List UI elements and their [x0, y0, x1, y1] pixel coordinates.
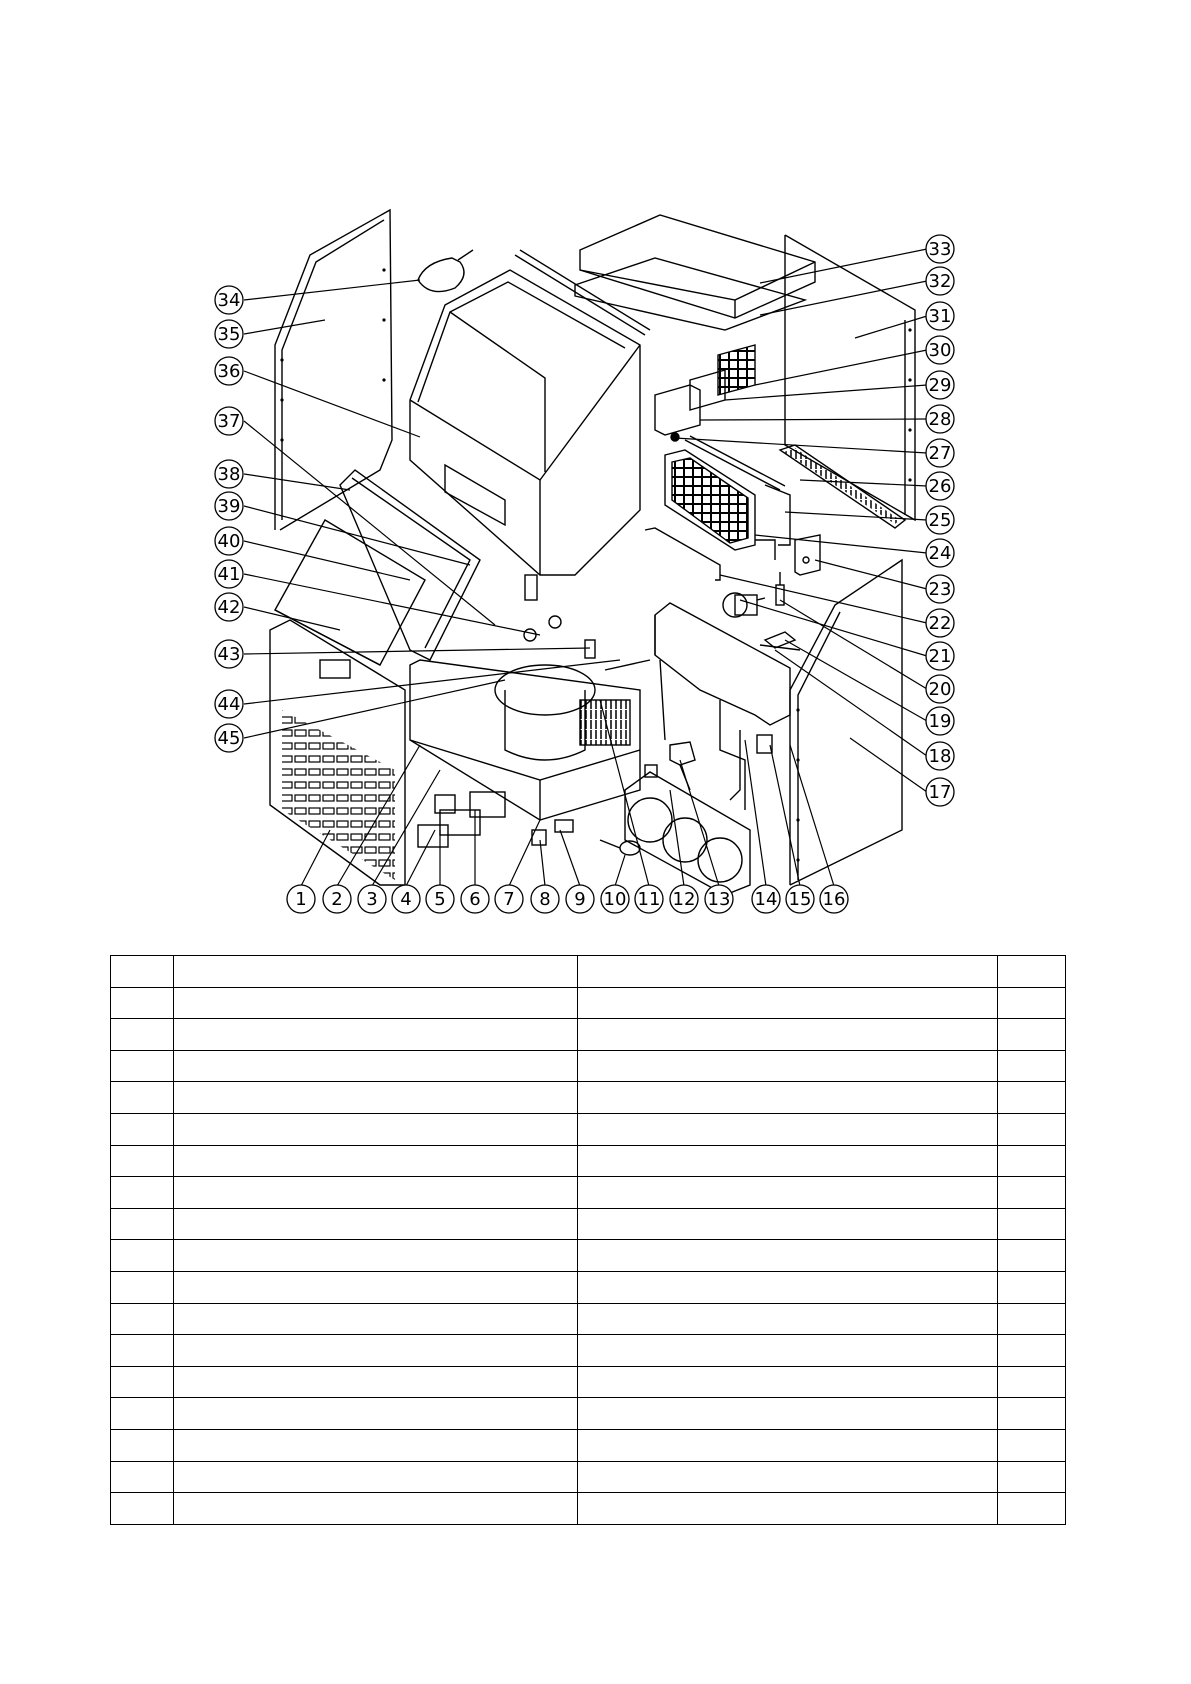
- callout-label: 4: [400, 889, 412, 910]
- rear-panel: [785, 235, 915, 520]
- table-row: [111, 1019, 1066, 1051]
- callout-label: 13: [707, 889, 731, 910]
- table-cell: [174, 1177, 578, 1209]
- table-cell: [578, 1082, 998, 1114]
- callout-label: 36: [217, 361, 241, 382]
- table-cell: [578, 1461, 998, 1493]
- callout-43: [215, 640, 243, 668]
- callout-label: 6: [469, 889, 481, 910]
- table-row: [111, 1493, 1066, 1525]
- callout-label: 41: [217, 564, 241, 585]
- callout-4: [392, 885, 420, 913]
- callout-26: [926, 472, 954, 500]
- callout-label: 3: [366, 889, 378, 910]
- table-cell: [998, 1429, 1066, 1461]
- table-cell: [578, 1493, 998, 1525]
- door-frame: [340, 470, 480, 660]
- callout-16: [820, 885, 848, 913]
- bracket: [755, 485, 790, 560]
- table-cell: [174, 1082, 578, 1114]
- callout-label: 19: [928, 711, 952, 732]
- callout-44: [215, 690, 243, 718]
- callout-label: 28: [928, 409, 952, 430]
- table-cell: [111, 1398, 174, 1430]
- callout-label: 9: [574, 889, 586, 910]
- table-cell: [998, 1366, 1066, 1398]
- callout-7: [495, 885, 523, 913]
- table-cell: [111, 1461, 174, 1493]
- callout-42: [215, 593, 243, 621]
- table-cell: [174, 1240, 578, 1272]
- callout-1: [287, 885, 315, 913]
- callout-label: 30: [928, 340, 952, 361]
- callout-39: [215, 492, 243, 520]
- table-cell: [998, 956, 1066, 988]
- callout-label: 42: [217, 597, 241, 618]
- callout-21: [926, 642, 954, 670]
- table-cell: [998, 1303, 1066, 1335]
- table-row: [111, 1271, 1066, 1303]
- callout-20: [926, 675, 954, 703]
- table-cell: [578, 1303, 998, 1335]
- callout-13: [705, 885, 733, 913]
- table-cell: [174, 1335, 578, 1367]
- callout-37: [215, 407, 243, 435]
- front-door: [275, 520, 425, 665]
- callout-28: [926, 405, 954, 433]
- callout-label: 27: [928, 443, 952, 464]
- trough-bracket: [645, 528, 720, 580]
- control-box: [655, 345, 755, 441]
- table-row: [111, 1429, 1066, 1461]
- table-row: [111, 1145, 1066, 1177]
- table-cell: [578, 1366, 998, 1398]
- callout-18: [926, 742, 954, 770]
- callout-label: 8: [539, 889, 551, 910]
- table-cell: [998, 1177, 1066, 1209]
- table-row: [111, 1366, 1066, 1398]
- table-cell: [174, 1493, 578, 1525]
- callout-10: [601, 885, 629, 913]
- table-cell: [998, 1240, 1066, 1272]
- table-cell: [111, 1113, 174, 1145]
- callout-30: [926, 336, 954, 364]
- condenser-fan: [625, 772, 750, 895]
- callout-label: 39: [217, 496, 241, 517]
- callout-label: 11: [637, 889, 661, 910]
- callout-label: 20: [928, 679, 952, 700]
- left-side-panel: [275, 210, 392, 530]
- callout-label: 5: [434, 889, 446, 910]
- table-cell: [578, 1050, 998, 1082]
- callout-label: 35: [217, 324, 241, 345]
- table-cell: [111, 1240, 174, 1272]
- callout-label: 34: [217, 290, 241, 311]
- callout-27: [926, 439, 954, 467]
- pipes: [720, 700, 772, 810]
- callout-label: 29: [928, 375, 952, 396]
- parts-list-table: [110, 955, 1066, 1525]
- callout-36: [215, 357, 243, 385]
- callout-35: [215, 320, 243, 348]
- callout-label: 31: [928, 306, 952, 327]
- callout-40: [215, 527, 243, 555]
- callout-label: 12: [672, 889, 696, 910]
- callout-label: 21: [928, 646, 952, 667]
- evaporator: [665, 436, 785, 550]
- table-cell: [578, 1113, 998, 1145]
- callout-label: 14: [754, 889, 778, 910]
- table-cell: [998, 1208, 1066, 1240]
- callout-6: [461, 885, 489, 913]
- table-cell: [111, 1493, 174, 1525]
- callout-label: 26: [928, 476, 952, 497]
- table-cell: [111, 1050, 174, 1082]
- callout-24: [926, 539, 954, 567]
- table-row: [111, 956, 1066, 988]
- table-cell: [174, 1208, 578, 1240]
- table-cell: [174, 1019, 578, 1051]
- table-cell: [998, 1271, 1066, 1303]
- callout-33: [926, 235, 954, 263]
- callout-label: 10: [603, 889, 627, 910]
- table-row: [111, 1335, 1066, 1367]
- water-trough: [655, 603, 790, 725]
- callout-2: [323, 885, 351, 913]
- table-row: [111, 987, 1066, 1019]
- table-cell: [998, 1019, 1066, 1051]
- table-cell: [578, 1240, 998, 1272]
- callout-label: 15: [788, 889, 812, 910]
- table-cell: [111, 956, 174, 988]
- table-cell: [174, 1050, 578, 1082]
- callout-45: [215, 724, 243, 752]
- callout-32: [926, 267, 954, 295]
- ice-scoop: [418, 250, 473, 292]
- table-row: [111, 1398, 1066, 1430]
- table-row: [111, 1113, 1066, 1145]
- callout-17: [926, 778, 954, 806]
- callout-9: [566, 885, 594, 913]
- float-switch: [760, 632, 800, 650]
- callout-14: [752, 885, 780, 913]
- table-row: [111, 1240, 1066, 1272]
- table-cell: [998, 1050, 1066, 1082]
- callout-label: 16: [822, 889, 846, 910]
- table-row: [111, 1208, 1066, 1240]
- table-cell: [578, 1177, 998, 1209]
- callout-label: 37: [217, 411, 241, 432]
- top-cover: [575, 215, 815, 330]
- callout-label: 44: [217, 694, 241, 715]
- callout-label: 33: [928, 239, 952, 260]
- callout-3: [358, 885, 386, 913]
- table-cell: [998, 1398, 1066, 1430]
- table-cell: [578, 1429, 998, 1461]
- callout-31: [926, 302, 954, 330]
- callout-38: [215, 460, 243, 488]
- table-cell: [111, 1082, 174, 1114]
- table-row: [111, 1082, 1066, 1114]
- callout-label: 17: [928, 782, 952, 803]
- table-cell: [578, 1019, 998, 1051]
- table-row: [111, 1461, 1066, 1493]
- table-cell: [111, 1019, 174, 1051]
- callout-15: [786, 885, 814, 913]
- table-cell: [578, 987, 998, 1019]
- callout-label: 25: [928, 510, 952, 531]
- table-cell: [998, 1082, 1066, 1114]
- callout-5: [426, 885, 454, 913]
- table-cell: [111, 1303, 174, 1335]
- table-cell: [578, 1271, 998, 1303]
- callout-label: 43: [217, 644, 241, 665]
- table-cell: [111, 1208, 174, 1240]
- callout-label: 45: [217, 728, 241, 749]
- base-frame: [410, 660, 640, 820]
- callout-29: [926, 371, 954, 399]
- table-cell: [111, 1145, 174, 1177]
- table-cell: [111, 1271, 174, 1303]
- callout-19: [926, 707, 954, 735]
- callout-label: 32: [928, 271, 952, 292]
- callout-label: 18: [928, 746, 952, 767]
- table-cell: [578, 1208, 998, 1240]
- table-cell: [174, 1461, 578, 1493]
- table-row: [111, 1177, 1066, 1209]
- callout-label: 1: [295, 889, 307, 910]
- table-cell: [998, 1335, 1066, 1367]
- right-side-panel: [790, 560, 902, 885]
- callout-23: [926, 575, 954, 603]
- callout-34: [215, 286, 243, 314]
- callout-label: 24: [928, 543, 952, 564]
- callout-41: [215, 560, 243, 588]
- callout-25: [926, 506, 954, 534]
- table-cell: [174, 1145, 578, 1177]
- table-cell: [174, 1303, 578, 1335]
- table-cell: [174, 987, 578, 1019]
- table-cell: [111, 987, 174, 1019]
- table-cell: [578, 1335, 998, 1367]
- callout-22: [926, 609, 954, 637]
- callout-label: 2: [331, 889, 343, 910]
- table-cell: [111, 1335, 174, 1367]
- table-cell: [998, 987, 1066, 1019]
- table-cell: [998, 1113, 1066, 1145]
- table-cell: [174, 1429, 578, 1461]
- machine-drawing: [270, 210, 915, 895]
- table-cell: [998, 1145, 1066, 1177]
- table-cell: [174, 1366, 578, 1398]
- table-cell: [578, 1398, 998, 1430]
- table-cell: [174, 956, 578, 988]
- table-cell: [111, 1177, 174, 1209]
- table-cell: [174, 1113, 578, 1145]
- table-cell: [111, 1429, 174, 1461]
- callout-12: [670, 885, 698, 913]
- callout-label: 40: [217, 531, 241, 552]
- solenoid-valve: [670, 742, 695, 790]
- callout-11: [635, 885, 663, 913]
- front-panel: [270, 620, 405, 885]
- callout-label: 38: [217, 464, 241, 485]
- table-cell: [111, 1366, 174, 1398]
- callout-label: 22: [928, 613, 952, 634]
- table-cell: [998, 1493, 1066, 1525]
- table-cell: [578, 956, 998, 988]
- callout-label: 23: [928, 579, 952, 600]
- callout-8: [531, 885, 559, 913]
- table-cell: [174, 1398, 578, 1430]
- storage-bin: [410, 250, 650, 575]
- table-cell: [578, 1145, 998, 1177]
- table-row: [111, 1303, 1066, 1335]
- table-cell: [998, 1461, 1066, 1493]
- table-row: [111, 1050, 1066, 1082]
- table-cell: [174, 1271, 578, 1303]
- callout-label: 7: [503, 889, 515, 910]
